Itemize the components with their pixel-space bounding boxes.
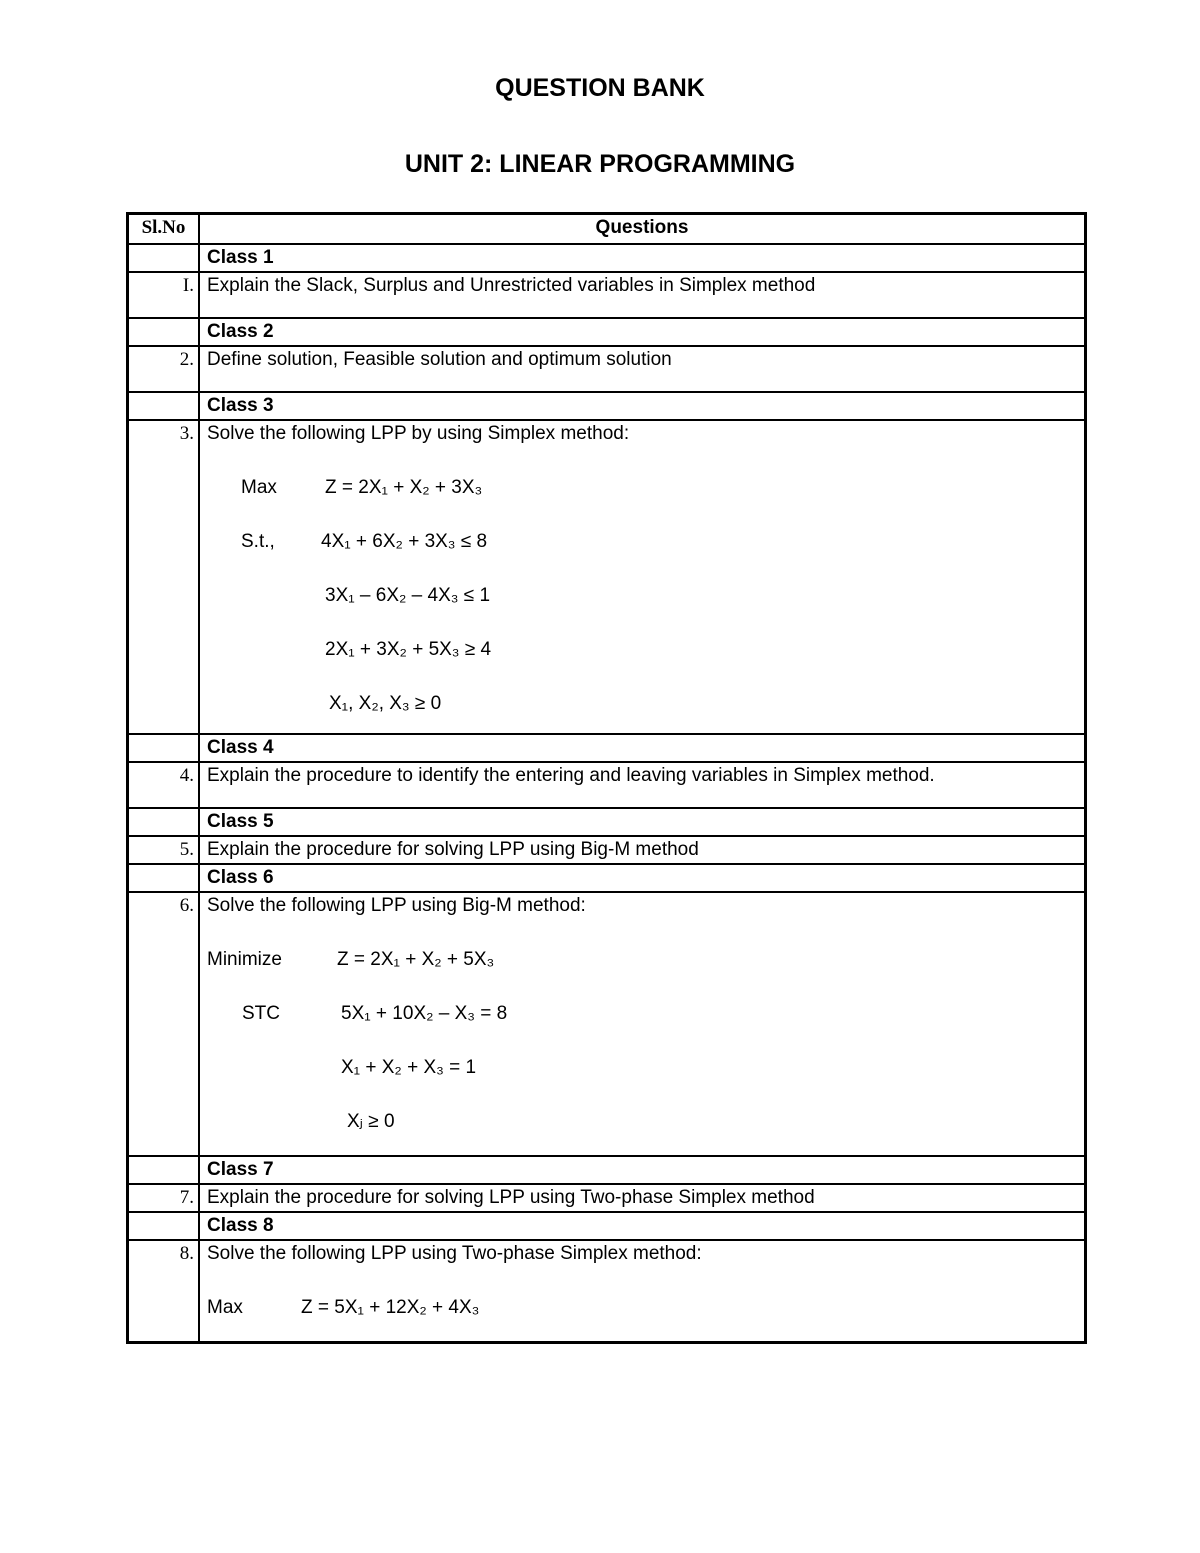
question-number: 8. xyxy=(128,1240,200,1343)
objective-line: Max Z = 2X₁ + X₂ + 3X₃ xyxy=(241,477,483,498)
question-text: Solve the following LPP using Two-phase Simplex method: xyxy=(207,1243,702,1264)
question-text: Define solution, Feasible solution and optimum solution xyxy=(199,346,1086,392)
question-row xyxy=(128,1184,1086,1212)
class-label: Class 3 xyxy=(199,392,1086,420)
question-number: 5. xyxy=(128,836,200,864)
constraint-line: S.t., 4X₁ + 6X₂ + 3X₃ ≤ 8 xyxy=(241,531,488,552)
class-row xyxy=(128,318,1086,346)
question-row xyxy=(128,346,1086,392)
question-number: 6. xyxy=(128,892,200,1156)
class-row xyxy=(128,808,1086,836)
constraint-line: STC 5X₁ + 10X₂ – X₃ = 8 xyxy=(242,1003,508,1024)
question-number: 3. xyxy=(128,420,200,734)
class-label: Class 4 xyxy=(199,734,1086,762)
question-row xyxy=(128,892,1086,1156)
question-number: I. xyxy=(128,272,200,318)
question-number: 2. xyxy=(128,346,200,392)
class-label: Class 1 xyxy=(199,244,1086,272)
question-text: Solve the following LPP by using Simplex method: xyxy=(207,423,630,444)
question-row xyxy=(128,420,1086,734)
class-row xyxy=(128,244,1086,272)
class-label: Class 7 xyxy=(199,1156,1086,1184)
class-label: Class 6 xyxy=(199,864,1086,892)
column-header-slno: Sl.No xyxy=(128,214,200,245)
objective-line: Max Z = 5X₁ + 12X₂ + 4X₃ xyxy=(207,1297,480,1318)
constraint-line: X₁ + X₂ + X₃ = 1 xyxy=(341,1057,477,1078)
question-text: Explain the procedure for solving LPP using Big-M method xyxy=(199,836,1086,864)
class-row xyxy=(128,1156,1086,1184)
column-header-questions: Questions xyxy=(199,214,1086,245)
class-row xyxy=(128,864,1086,892)
constraint-line: X₁, X₂, X₃ ≥ 0 xyxy=(329,693,442,714)
class-label: Class 2 xyxy=(199,318,1086,346)
question-row xyxy=(128,836,1086,864)
class-label: Class 5 xyxy=(199,808,1086,836)
question-text: Explain the procedure for solving LPP using Two-phase Simplex method xyxy=(199,1184,1086,1212)
question-text: Explain the procedure to identify the entering and leaving variables in Simplex method. xyxy=(199,762,1086,808)
constraint-line: Xⱼ ≥ 0 xyxy=(347,1111,395,1132)
class-row xyxy=(128,392,1086,420)
unit-title: UNIT 2: LINEAR PROGRAMMING xyxy=(404,150,796,178)
question-table xyxy=(126,212,1087,1344)
question-text: Solve the following LPP using Big-M method: xyxy=(207,895,586,916)
class-label: Class 8 xyxy=(199,1212,1086,1240)
question-row xyxy=(128,762,1086,808)
constraint-line: 2X₁ + 3X₂ + 5X₃ ≥ 4 xyxy=(325,639,492,660)
question-row xyxy=(128,272,1086,318)
table-header-row xyxy=(128,214,1086,245)
class-row xyxy=(128,734,1086,762)
question-text: Explain the Slack, Surplus and Unrestricted variables in Simplex method xyxy=(199,272,1086,318)
question-number: 4. xyxy=(128,762,200,808)
objective-line: Minimize Z = 2X₁ + X₂ + 5X₃ xyxy=(207,949,495,970)
question-number: 7. xyxy=(128,1184,200,1212)
question-row xyxy=(128,1240,1086,1343)
class-row xyxy=(128,1212,1086,1240)
constraint-line: 3X₁ – 6X₂ – 4X₃ ≤ 1 xyxy=(325,585,491,606)
document-title: QUESTION BANK xyxy=(495,74,705,102)
